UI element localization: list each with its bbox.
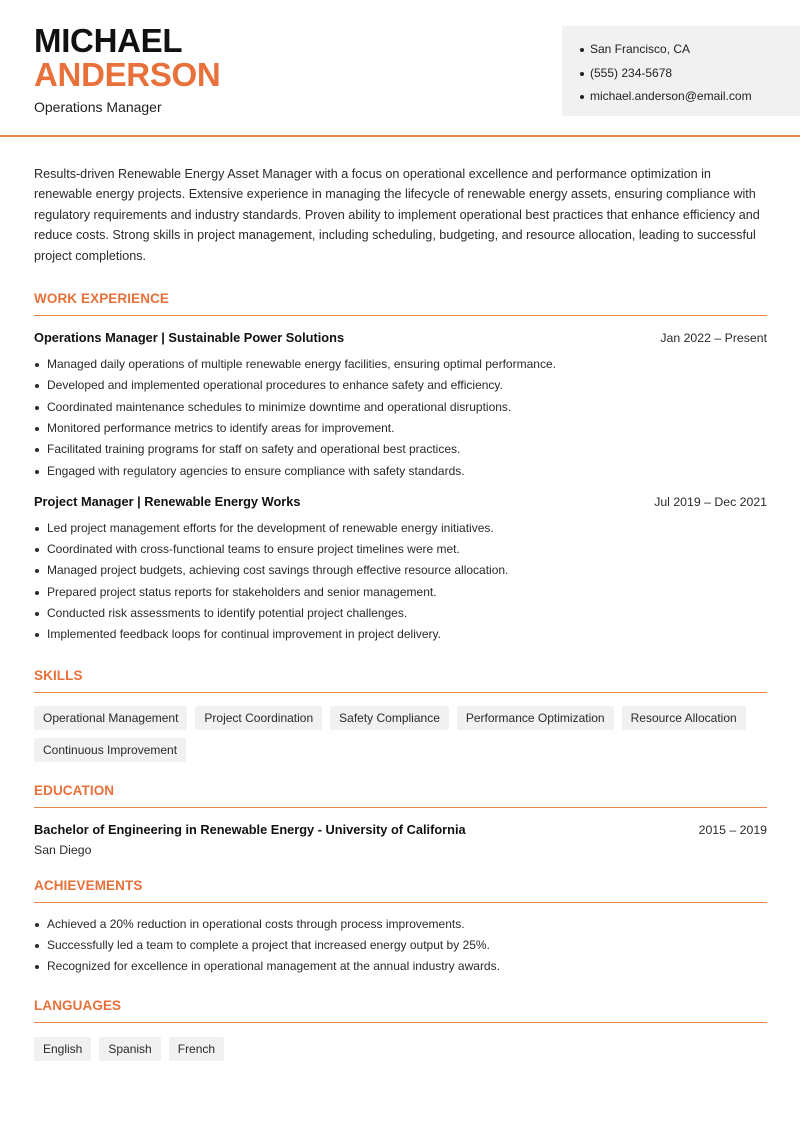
- skill-chip: Continuous Improvement: [34, 738, 186, 762]
- work-section: [34, 291, 767, 646]
- candidate-name: [34, 24, 220, 92]
- list-item: Monitored performance metrics to identify areas for improvement.: [34, 418, 767, 439]
- skill-chip: Operational Management: [34, 706, 187, 730]
- achievements-section: [34, 878, 767, 978]
- list-item: Managed project budgets, achieving cost savings through effective resource allocation.: [34, 560, 767, 581]
- resume-header: [0, 0, 800, 137]
- education-date: 2015 – 2019: [698, 822, 767, 837]
- skills-section: [34, 668, 767, 762]
- education-location: San Diego: [34, 842, 92, 857]
- list-item: Achieved a 20% reduction in operational costs through process improvements.: [34, 914, 767, 935]
- resume-body: [34, 164, 767, 1061]
- contact-location: San Francisco, CA: [580, 38, 800, 62]
- list-item: Prepared project status reports for stakeholders and senior management.: [34, 582, 767, 603]
- skill-chip: Performance Optimization: [457, 706, 614, 730]
- list-item: Led project management efforts for the development of renewable energy initiatives.: [34, 518, 767, 539]
- list-item: Recognized for excellence in operational management at the annual industry awards.: [34, 956, 767, 977]
- list-item: Coordinated maintenance schedules to minimize downtime and operational disruptions.: [34, 397, 767, 418]
- contact-email[interactable]: michael.anderson@email.com: [580, 85, 800, 109]
- language-chip: Spanish: [99, 1037, 160, 1061]
- languages-section: [34, 998, 767, 1061]
- job-title: Project Manager | Renewable Energy Works: [34, 493, 301, 509]
- list-item: Managed daily operations of multiple renewable energy facilities, ensuring optimal performance.: [34, 354, 767, 375]
- list-item: Developed and implemented operational procedures to enhance safety and efficiency.: [34, 375, 767, 396]
- section-title-education: EDUCATION: [34, 783, 767, 808]
- contact-phone: (555) 234-5678: [580, 62, 800, 86]
- job-entry: [34, 330, 767, 482]
- list-item: Engaged with regulatory agencies to ensure compliance with safety standards.: [34, 461, 767, 482]
- list-item: Conducted risk assessments to identify potential project challenges.: [34, 603, 767, 624]
- list-item: Successfully led a team to complete a project that increased energy output by 25%.: [34, 935, 767, 956]
- section-title-skills: SKILLS: [34, 668, 767, 693]
- skill-chip: Resource Allocation: [622, 706, 746, 730]
- job-title: Operations Manager | Sustainable Power Solutions: [34, 330, 345, 346]
- job-role: Operations Manager: [34, 99, 162, 115]
- first-name: MICHAEL: [34, 22, 183, 59]
- list-item: Coordinated with cross-functional teams to ensure project timelines were met.: [34, 539, 767, 560]
- last-name: ANDERSON: [34, 56, 221, 93]
- section-title-work: WORK EXPERIENCE: [34, 291, 767, 316]
- contact-box: [562, 26, 800, 116]
- job-date: Jan 2022 – Present: [660, 331, 767, 346]
- language-chip: French: [169, 1037, 224, 1061]
- education-section: [34, 783, 767, 857]
- language-chip: English: [34, 1037, 91, 1061]
- job-date: Jul 2019 – Dec 2021: [654, 494, 767, 509]
- summary: Results-driven Renewable Energy Asset Manager with a focus on operational excellence and performance optimization in renewable energy projects. Extensive experience in managing the lifecycle of renewable energy assets, ensuring compliance with regulatory requirements and industry standards. Proven ability to implement operational best practices that enhance efficiency and reduce costs. Strong skills in project management, including scheduling, budgeting, and resource allocation, leading to successful project completions.: [34, 167, 760, 263]
- job-entry: [34, 494, 767, 646]
- list-item: Facilitated training programs for staff on safety and operational best practices.: [34, 439, 767, 460]
- section-title-achievements: ACHIEVEMENTS: [34, 878, 767, 903]
- skill-chip: Safety Compliance: [330, 706, 449, 730]
- section-title-languages: LANGUAGES: [34, 998, 767, 1023]
- degree-title: Bachelor of Engineering in Renewable Energy - University of California: [34, 821, 466, 837]
- list-item: Implemented feedback loops for continual improvement in project delivery.: [34, 624, 767, 645]
- skill-chip: Project Coordination: [195, 706, 322, 730]
